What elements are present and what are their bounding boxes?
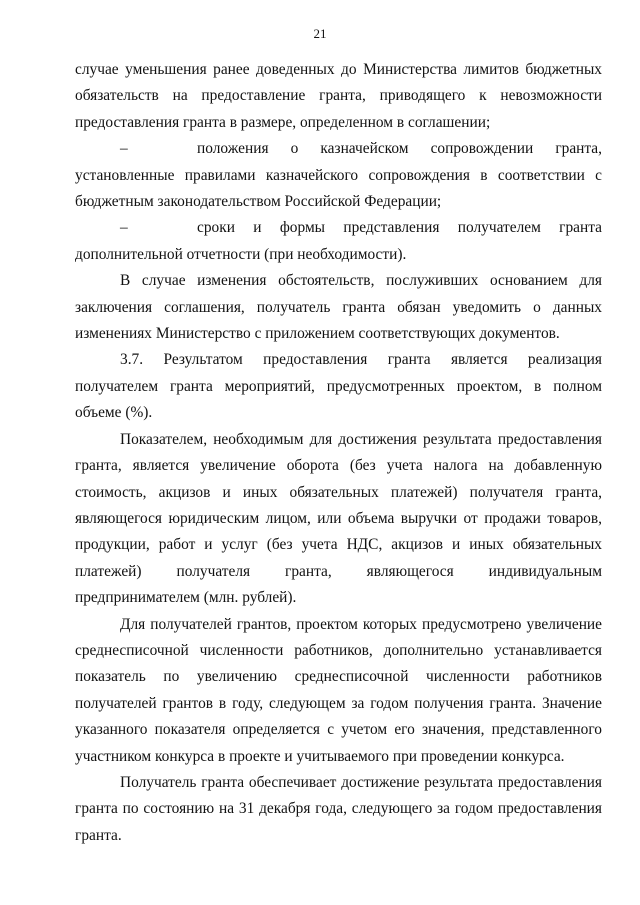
dash-marker: – [120,140,128,158]
paragraph: Показателем, необходимым для достижения результата предоставления гранта, является увеличение оборота (без учета налога на добавленную стоимость, акцизов и иных обязательных платежей) получателя гранта, являющегося юридическим лицом, или объема выручки от продажи товаров, продукции, работ и услуг (без учета НДС, акцизов и иных обязательных платежей) получателя гранта, являющегося индивидуальным предпринимателем (млн. рублей). [75,430,602,607]
dash-marker: – [120,219,128,237]
paragraph: В случае изменения обстоятельств, послуживших основанием для заключения соглашения, получатель гранта обязан уведомить о данных изменениях Министерство с приложением соответствующих документов. [75,272,602,343]
paragraph: Для получателей грантов, проектом которых предусмотрено увеличение среднесписочной численности работников, дополнительно устанавливается показатель по увеличению среднесписочной численности работников получателей грантов в году, следующем за годом получения гранта. Значение указанного показателя определяется с учетом его значения, представленного участником конкурса в проекте и учитываемого при проведении конкурса. [75,615,602,765]
paragraph: Получатель гранта обеспечивает достижение результата предоставления гранта по состоянию на 31 декабря года, следующего за годом предоставления гранта. [75,773,602,844]
paragraph-section-3-7: 3.7. Результатом предоставления гранта является реализация получателем гранта мероприятий, предусмотренных проектом, в полном объеме (%). [75,351,602,422]
dash-list-item [75,136,602,215]
dash-item-text: сроки и формы представления получателем гранта дополнительной отчетности (при необходимости). [75,219,602,263]
paragraph-continuation: случае уменьшения ранее доведенных до Министерства лимитов бюджетных обязательств на предоставление гранта, приводящего к невозможности предоставления гранта в размере, определенном в соглашении; [75,61,602,131]
page-number: 21 [313,26,327,41]
dash-list-item [75,215,602,268]
body-text [75,57,602,849]
dash-item-text: положения о казначейском сопровождении гранта, установленные правилами казначейского сопровождения в соответствии с бюджетным законодательством Российской Федерации; [75,140,602,211]
